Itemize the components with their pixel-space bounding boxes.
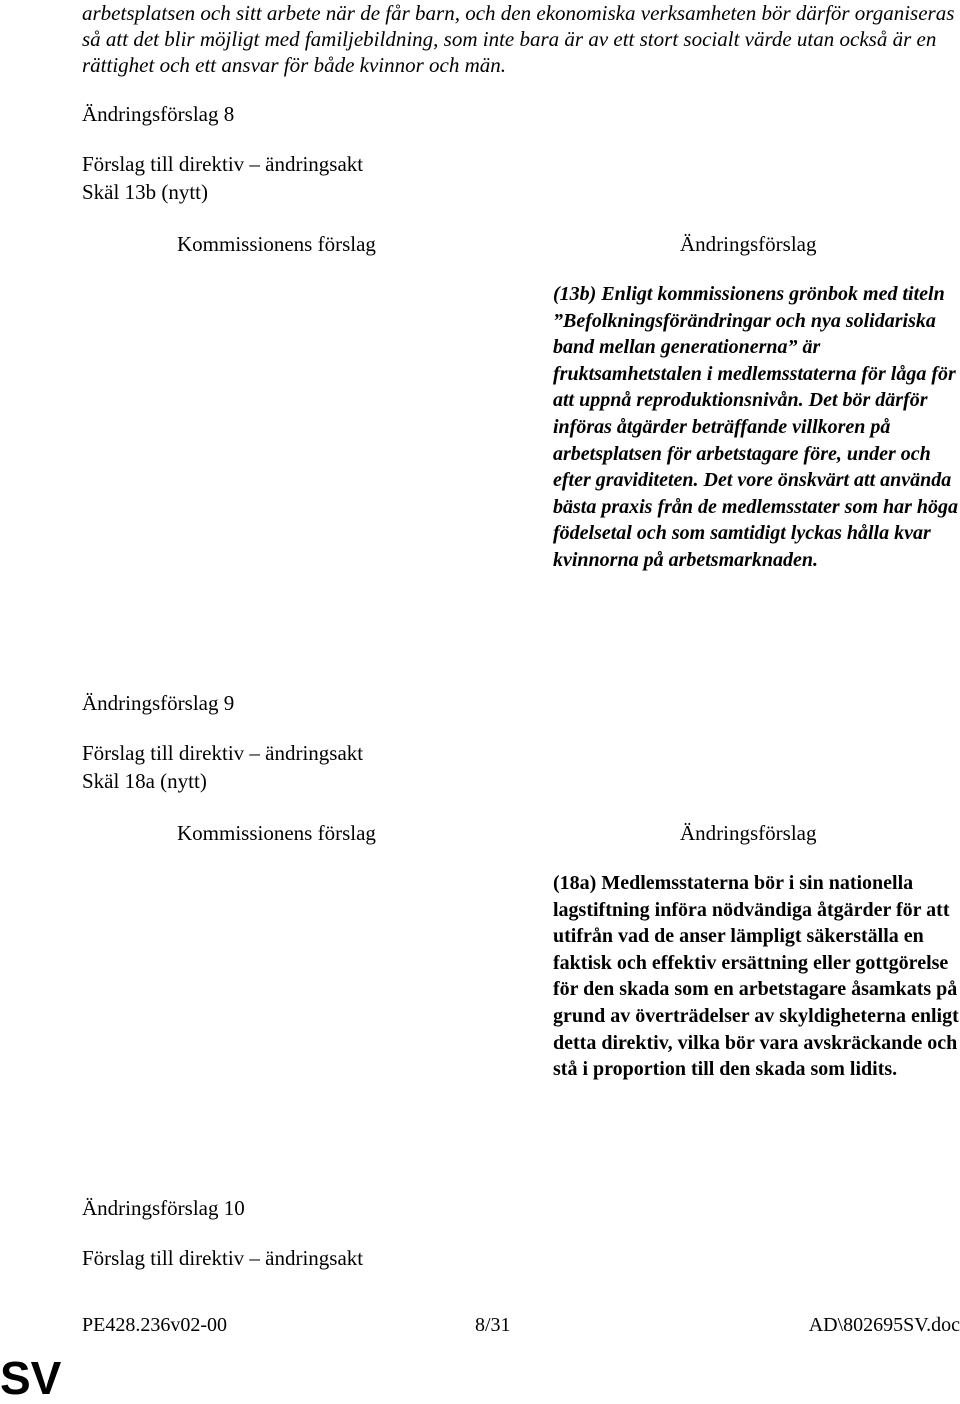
amendment-8-recital: Skäl 13b (nytt) [82, 180, 208, 204]
amendment-9-right-header: Ändringsförslag [680, 821, 817, 845]
amendment-8-left-header: Kommissionens förslag [177, 232, 376, 256]
amendment-10-title: Ändringsförslag 10 [82, 1196, 245, 1220]
amendment-9-title: Ändringsförslag 9 [82, 691, 235, 715]
amendment-9-recital: Skäl 18a (nytt) [82, 769, 207, 793]
footer-reference: PE428.236v02-00 [82, 1314, 227, 1336]
amendment-8-title: Ändringsförslag 8 [82, 102, 235, 126]
page-footer [82, 1312, 960, 1338]
intro-paragraph: arbetsplatsen och sitt arbete när de får barn, och den ekonomiska verksamheten bör därför organiseras så att det blir möjligt med familjebildning, som inte bara är av ett stort socialt värde utan också är en rättighet och ett ansvar för både kvinnor och män. [82, 1, 955, 77]
language-code: SV [0, 1352, 62, 1404]
amendment-8-proposal: Förslag till direktiv – ändringsakt [82, 152, 364, 176]
amendment-9-text: (18a) Medlemsstaterna bör i sin nationella lagstiftning införa nödvändiga åtgärder för att utifrån vad de anser lämpligt säkerställa en faktisk och effektiv ersättning eller gottgörelse för den skada som en arbetstagare åsamkats på grund av överträdelser av skyldigheterna enligt detta direktiv, vilka bör vara avskräckande och stå i proportion till den skada som lidits. [553, 872, 959, 1081]
amendment-9-proposal: Förslag till direktiv – ändringsakt [82, 741, 364, 765]
amendment-10-proposal: Förslag till direktiv – ändringsakt [82, 1246, 364, 1270]
amendment-8-right-header: Ändringsförslag [680, 232, 817, 256]
amendment-8-text: (13b) Enligt kommissionens grönbok med titeln ”Befolkningsförändringar och nya solidariska band mellan generationerna” är fruktsamhetstalen i medlemsstaterna för låga för att uppnå reproduktionsnivån. Det bör därför införas åtgärder beträffande villkoren på arbetsplatsen för arbetstagare före, under och efter graviditeten. Det vore önskvärt att använda bästa praxis från de medlemsstater som har höga födelsetal och som samtidigt lyckas hålla kvar kvinnorna på arbetsmarknaden. [553, 283, 959, 571]
amendment-9-left-header: Kommissionens förslag [177, 821, 376, 845]
footer-page-number: 8/31 [475, 1314, 511, 1336]
footer-document-id: AD\802695SV.doc [808, 1314, 960, 1336]
